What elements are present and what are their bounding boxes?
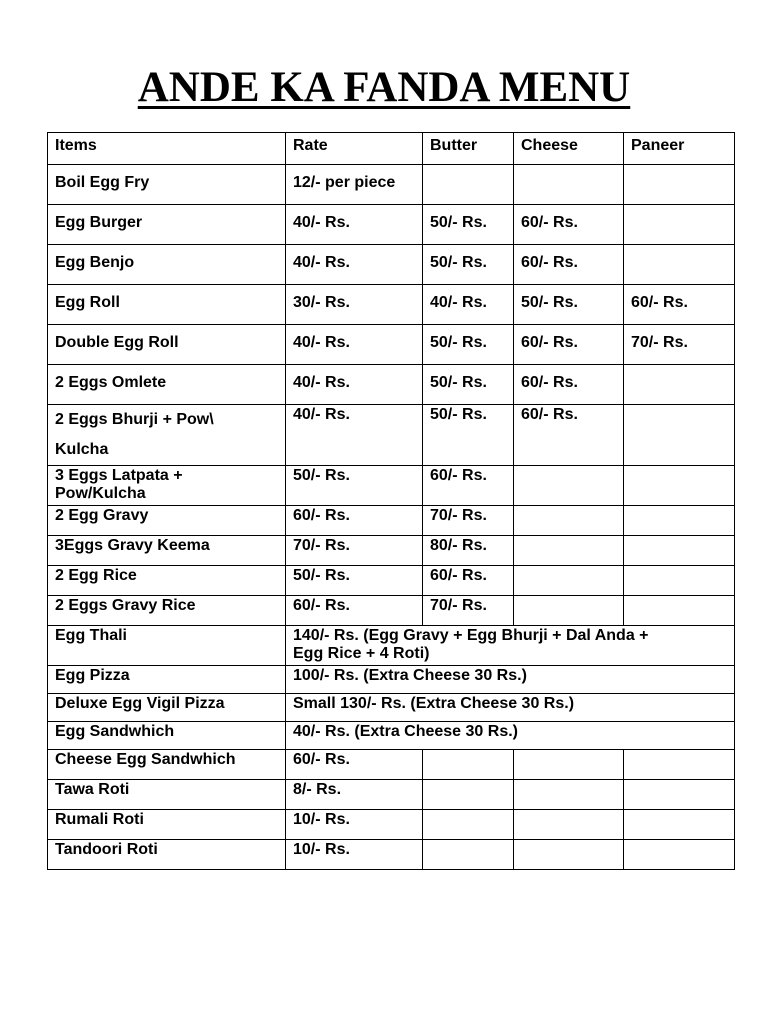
rate-cell: 60/- Rs. bbox=[286, 506, 423, 536]
cheese-cell bbox=[514, 840, 624, 870]
cheese-cell bbox=[514, 165, 624, 205]
table-row bbox=[48, 506, 735, 536]
table-row bbox=[48, 750, 735, 780]
butter-cell: 50/- Rs. bbox=[423, 365, 514, 405]
rate-cell: 10/- Rs. bbox=[286, 840, 423, 870]
butter-cell bbox=[423, 165, 514, 205]
item-cell: 2 Egg Gravy bbox=[48, 506, 286, 536]
item-cell: Egg Thali bbox=[48, 626, 286, 666]
rate-cell: 50/- Rs. bbox=[286, 566, 423, 596]
column-header-butter: Butter bbox=[423, 133, 514, 165]
table-row bbox=[48, 285, 735, 325]
column-header-cheese: Cheese bbox=[514, 133, 624, 165]
item-cell: Double Egg Roll bbox=[48, 325, 286, 365]
item-line: Pow/Kulcha bbox=[55, 485, 146, 502]
cheese-cell: 60/- Rs. bbox=[514, 245, 624, 285]
table-row bbox=[48, 566, 735, 596]
cheese-cell bbox=[514, 750, 624, 780]
table-row bbox=[48, 405, 735, 466]
rate-cell: 40/- Rs. (Extra Cheese 30 Rs.) bbox=[286, 722, 735, 750]
butter-cell: 50/- Rs. bbox=[423, 325, 514, 365]
butter-cell: 80/- Rs. bbox=[423, 536, 514, 566]
butter-cell: 40/- Rs. bbox=[423, 285, 514, 325]
table-row bbox=[48, 722, 735, 750]
rate-cell: 40/- Rs. bbox=[286, 405, 423, 466]
table-row bbox=[48, 694, 735, 722]
table-row bbox=[48, 626, 735, 666]
rate-line: Egg Rice + 4 Roti) bbox=[293, 645, 430, 662]
item-cell: Egg Pizza bbox=[48, 666, 286, 694]
rate-cell: 8/- Rs. bbox=[286, 780, 423, 810]
cheese-cell: 50/- Rs. bbox=[514, 285, 624, 325]
cheese-cell bbox=[514, 466, 624, 506]
rate-cell: 70/- Rs. bbox=[286, 536, 423, 566]
rate-cell: 100/- Rs. (Extra Cheese 30 Rs.) bbox=[286, 666, 735, 694]
rate-cell: 40/- Rs. bbox=[286, 325, 423, 365]
rate-cell: 50/- Rs. bbox=[286, 466, 423, 506]
item-cell: Boil Egg Fry bbox=[48, 165, 286, 205]
butter-cell: 60/- Rs. bbox=[423, 466, 514, 506]
paneer-cell: 60/- Rs. bbox=[624, 285, 735, 325]
table-row bbox=[48, 596, 735, 626]
item-cell: Egg Burger bbox=[48, 205, 286, 245]
column-header-rate: Rate bbox=[286, 133, 423, 165]
header-row bbox=[48, 133, 735, 165]
item-cell bbox=[48, 405, 286, 466]
item-cell bbox=[48, 466, 286, 506]
table-row bbox=[48, 780, 735, 810]
butter-cell bbox=[423, 780, 514, 810]
paneer-cell bbox=[624, 810, 735, 840]
item-cell: Egg Benjo bbox=[48, 245, 286, 285]
paneer-cell bbox=[624, 365, 735, 405]
rate-line: 140/- Rs. (Egg Gravy + Egg Bhurji + Dal Anda + bbox=[293, 627, 649, 644]
rate-cell: 40/- Rs. bbox=[286, 205, 423, 245]
table-row bbox=[48, 205, 735, 245]
rate-cell: 10/- Rs. bbox=[286, 810, 423, 840]
paneer-cell bbox=[624, 536, 735, 566]
butter-cell: 70/- Rs. bbox=[423, 506, 514, 536]
paneer-cell bbox=[624, 165, 735, 205]
rate-cell: 30/- Rs. bbox=[286, 285, 423, 325]
cheese-cell: 60/- Rs. bbox=[514, 365, 624, 405]
rate-cell: 40/- Rs. bbox=[286, 245, 423, 285]
menu-title bbox=[0, 60, 768, 116]
cheese-cell bbox=[514, 596, 624, 626]
table-row bbox=[48, 666, 735, 694]
rate-cell: 60/- Rs. bbox=[286, 596, 423, 626]
paneer-cell bbox=[624, 566, 735, 596]
butter-cell bbox=[423, 840, 514, 870]
cheese-cell bbox=[514, 536, 624, 566]
cheese-cell bbox=[514, 506, 624, 536]
item-cell: Egg Roll bbox=[48, 285, 286, 325]
paneer-cell: 70/- Rs. bbox=[624, 325, 735, 365]
menu-table bbox=[47, 132, 735, 870]
paneer-cell bbox=[624, 405, 735, 466]
item-cell: 3Eggs Gravy Keema bbox=[48, 536, 286, 566]
item-cell: Tawa Roti bbox=[48, 780, 286, 810]
item-line: 2 Eggs Bhurji + Pow\ bbox=[55, 411, 214, 428]
paneer-cell bbox=[624, 245, 735, 285]
item-cell: Egg Sandwhich bbox=[48, 722, 286, 750]
item-cell: 2 Egg Rice bbox=[48, 566, 286, 596]
rate-cell: 12/- per piece bbox=[286, 165, 423, 205]
paneer-cell bbox=[624, 750, 735, 780]
item-cell: Tandoori Roti bbox=[48, 840, 286, 870]
butter-cell: 50/- Rs. bbox=[423, 205, 514, 245]
paneer-cell bbox=[624, 506, 735, 536]
item-cell: Cheese Egg Sandwhich bbox=[48, 750, 286, 780]
table-row bbox=[48, 536, 735, 566]
rate-cell: 40/- Rs. bbox=[286, 365, 423, 405]
menu-title-text: ANDE KA FANDA MENU bbox=[137, 64, 631, 111]
paneer-cell bbox=[624, 596, 735, 626]
butter-cell bbox=[423, 750, 514, 780]
cheese-cell: 60/- Rs. bbox=[514, 405, 624, 466]
column-header-items: Items bbox=[48, 133, 286, 165]
item-cell: 2 Eggs Omlete bbox=[48, 365, 286, 405]
rate-cell: Small 130/- Rs. (Extra Cheese 30 Rs.) bbox=[286, 694, 735, 722]
item-cell: 2 Eggs Gravy Rice bbox=[48, 596, 286, 626]
paneer-cell bbox=[624, 205, 735, 245]
table-row bbox=[48, 466, 735, 506]
item-cell: Deluxe Egg Vigil Pizza bbox=[48, 694, 286, 722]
butter-cell: 60/- Rs. bbox=[423, 566, 514, 596]
cheese-cell bbox=[514, 780, 624, 810]
paneer-cell bbox=[624, 840, 735, 870]
item-line: Kulcha bbox=[55, 441, 109, 458]
butter-cell bbox=[423, 810, 514, 840]
rate-cell bbox=[286, 626, 735, 666]
cheese-cell bbox=[514, 566, 624, 596]
item-cell: Rumali Roti bbox=[48, 810, 286, 840]
butter-cell: 70/- Rs. bbox=[423, 596, 514, 626]
table-row bbox=[48, 365, 735, 405]
table-row bbox=[48, 165, 735, 205]
cheese-cell: 60/- Rs. bbox=[514, 205, 624, 245]
paneer-cell bbox=[624, 466, 735, 506]
butter-cell: 50/- Rs. bbox=[423, 245, 514, 285]
item-line: 3 Eggs Latpata + bbox=[55, 467, 183, 484]
table-row bbox=[48, 325, 735, 365]
butter-cell: 50/- Rs. bbox=[423, 405, 514, 466]
rate-cell: 60/- Rs. bbox=[286, 750, 423, 780]
table-row bbox=[48, 810, 735, 840]
cheese-cell bbox=[514, 810, 624, 840]
table-row bbox=[48, 840, 735, 870]
paneer-cell bbox=[624, 780, 735, 810]
column-header-paneer: Paneer bbox=[624, 133, 735, 165]
cheese-cell: 60/- Rs. bbox=[514, 325, 624, 365]
table-row bbox=[48, 245, 735, 285]
